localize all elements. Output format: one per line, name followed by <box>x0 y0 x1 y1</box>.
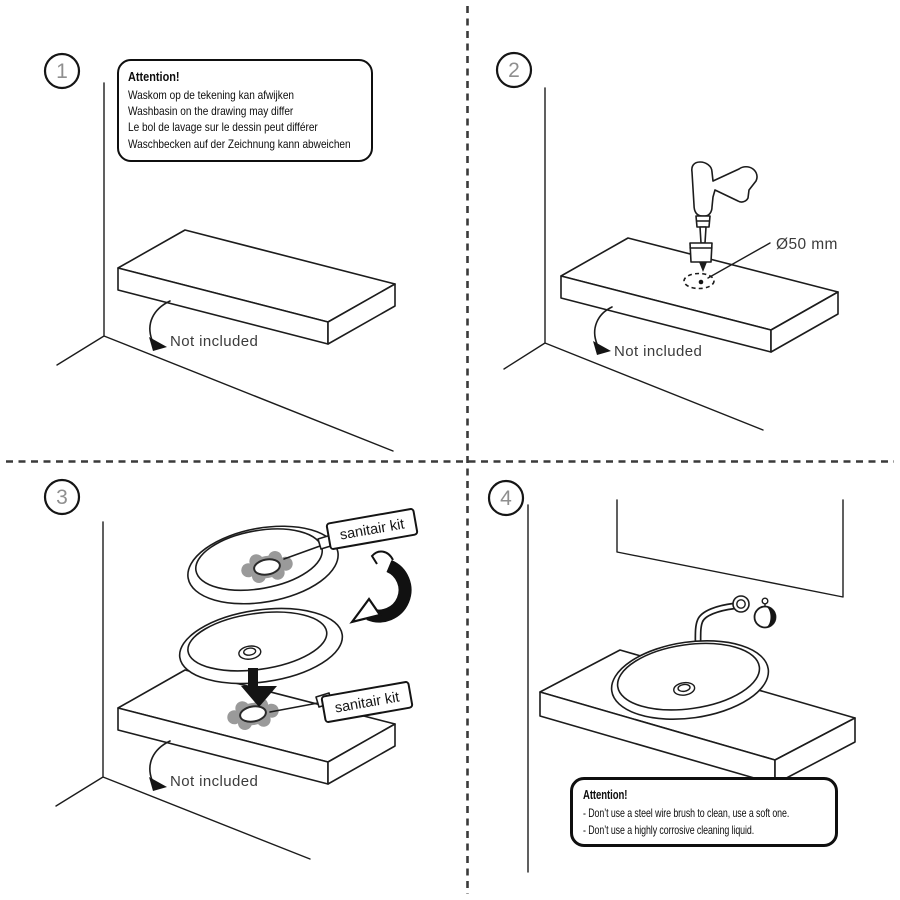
attention-line-fr: Le bol de lavage sur le dessin peut différer <box>128 120 318 135</box>
hole-diameter-label: Ø50 mm <box>776 236 838 253</box>
step-3-number: 3 <box>56 486 68 509</box>
panel-3-not-included-label: Not included <box>170 773 259 790</box>
panel-1-shelf-drawing <box>118 230 395 344</box>
panel-1-not-included-label: Not included <box>170 333 259 350</box>
mirror-drawing <box>617 500 843 597</box>
step-4-number: 4 <box>500 487 512 510</box>
drill-hole-saw <box>690 243 712 262</box>
panel-3-seal-and-place-basin-step <box>45 480 418 859</box>
panel-3-callout-arrow-curve <box>150 741 170 780</box>
rotate-to-seal-arrow <box>352 551 405 622</box>
panel-1-callout-arrowhead <box>149 337 167 351</box>
panel-2-callout-arrow-curve <box>595 307 612 344</box>
step-1-number: 1 <box>56 60 68 83</box>
attention-title: Attention! <box>583 787 628 802</box>
faucet-knob-drawing <box>755 598 776 627</box>
wall-faucet-drawing <box>698 596 749 640</box>
attention-box-cleaning-warnings <box>570 777 838 847</box>
panel-3-callout-arrowhead <box>149 777 167 791</box>
panel-2-not-included-label: Not included <box>614 343 703 360</box>
attention-line-corrosive: - Don’t use a highly corrosive cleaning liquid. <box>583 822 755 837</box>
panel-2-drill-hole-step <box>497 53 838 430</box>
attention-line-steel-brush: - Don’t use a steel wire brush to clean, use a soft one. <box>583 806 790 821</box>
svg-text:sanitair kit: sanitair kit <box>333 689 401 717</box>
attention-title: Attention! <box>128 69 180 84</box>
step-2-number: 2 <box>508 59 520 82</box>
attention-line-en: Washbasin on the drawing may differ <box>128 103 294 118</box>
sanitair-kit-label-top <box>326 509 417 550</box>
drill-bit-shaft <box>700 227 706 243</box>
panel-2-callout-arrowhead <box>593 341 611 355</box>
svg-text:sanitair kit: sanitair kit <box>338 516 406 544</box>
attention-box-washbasin-may-differ <box>117 59 373 162</box>
hole-center-dot <box>699 280 704 285</box>
attention-line-nl: Waskom op de tekening kan afwijken <box>128 87 295 102</box>
attention-line-de: Waschbecken auf der Zeichnung kann abweichen <box>128 136 351 151</box>
drill-body <box>692 162 757 216</box>
panel-1-callout-arrow-curve <box>150 301 170 340</box>
